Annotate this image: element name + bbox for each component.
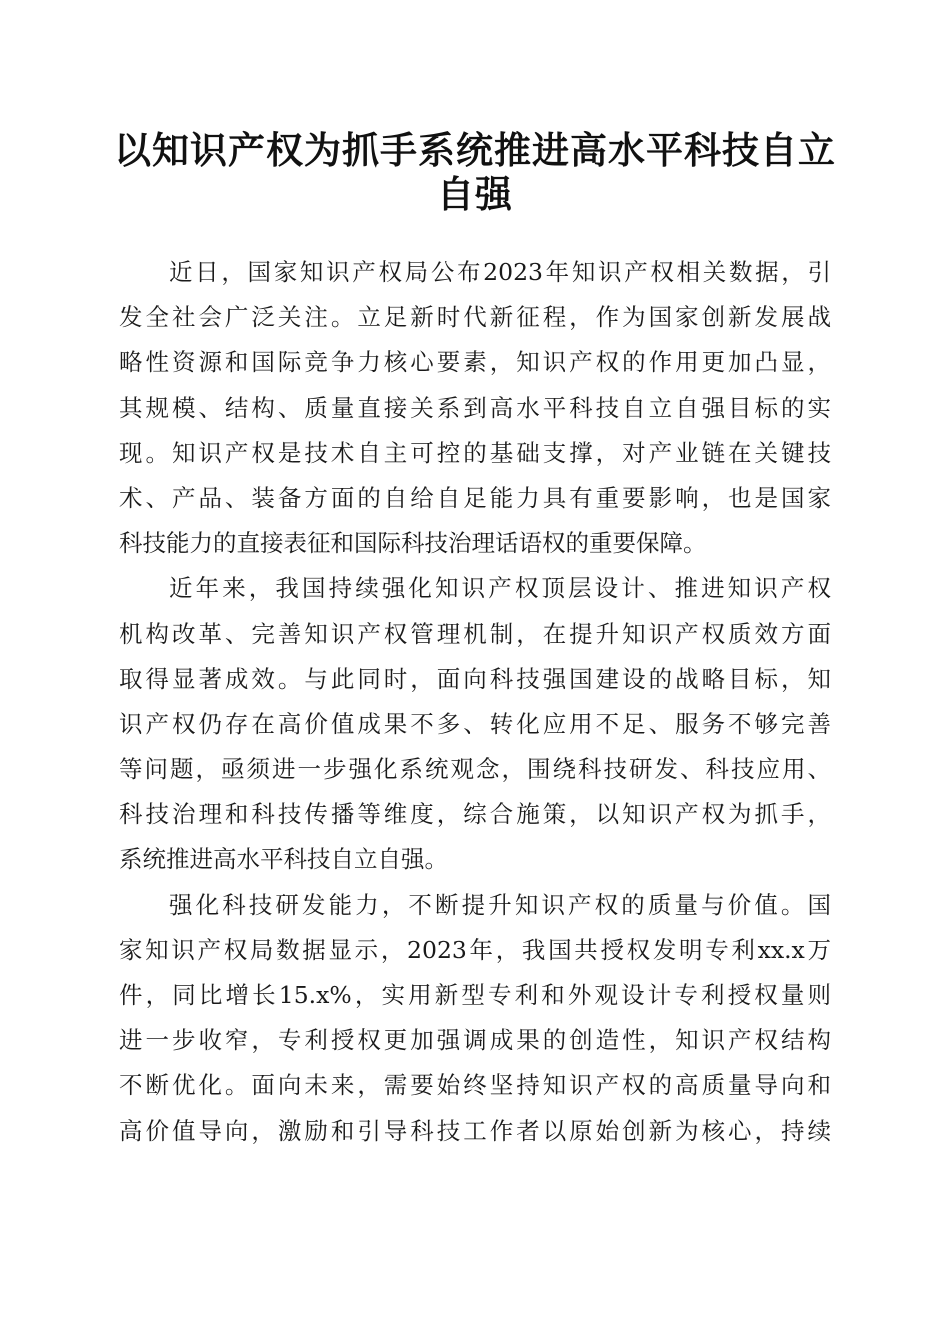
paragraph-line: 不断优化。面向未来，需要始终坚持知识产权的高质量导向和 xyxy=(119,1071,831,1100)
paragraph-line: 近日，国家知识产权局公布2023年知识产权相关数据，引 xyxy=(169,258,831,286)
paragraph-1 xyxy=(119,250,831,566)
paragraph-line: 机构改革、完善知识产权管理机制，在提升知识产权质效方面 xyxy=(119,619,831,648)
paragraph-line: 发全社会广泛关注。立足新时代新征程，作为国家创新发展战 xyxy=(119,303,831,332)
paragraph-line: 识产权仍存在高价值成果不多、转化应用不足、服务不够完善 xyxy=(119,709,831,738)
paragraph-line: 高价值导向，激励和引导科技工作者以原始创新为核心，持续 xyxy=(119,1116,831,1145)
paragraph-line: 家知识产权局数据显示，2023年，我国共授权发明专利xx.x万 xyxy=(119,935,831,964)
paragraph-line: 近年来，我国持续强化知识产权顶层设计、推进知识产权 xyxy=(169,574,831,603)
paragraph-line: 件，同比增长15.x%，实用新型专利和外观设计专利授权量则 xyxy=(119,981,831,1009)
paragraph-line: 科技能力的直接表征和国际科技治理话语权的重要保障。 xyxy=(119,529,707,558)
document-title: 以知识产权为抓手系统推进高水平科技自立自强 xyxy=(114,128,836,216)
paragraph-line: 进一步收窄，专利授权更加强调成果的创造性，知识产权结构 xyxy=(119,1026,831,1055)
paragraph-line: 略性资源和国际竞争力核心要素，知识产权的作用更加凸显， xyxy=(119,348,831,377)
paragraph-line: 术、产品、装备方面的自给自足能力具有重要影响，也是国家 xyxy=(119,483,831,512)
paragraph-2 xyxy=(119,566,831,882)
paragraph-line: 等问题，亟须进一步强化系统观念，围绕科技研发、科技应用、 xyxy=(119,755,831,784)
paragraph-line: 取得显著成效。与此同时，面向科技强国建设的战略目标，知 xyxy=(119,664,831,693)
paragraph-3 xyxy=(119,883,831,1154)
paragraph-line: 强化科技研发能力，不断提升知识产权的质量与价值。国 xyxy=(169,890,831,919)
paragraph-line: 其规模、结构、质量直接关系到高水平科技自立自强目标的实 xyxy=(119,393,831,422)
paragraph-line: 现。知识产权是技术自主可控的基础支撑，对产业链在关键技 xyxy=(119,438,831,467)
paragraph-line: 科技治理和科技传播等维度，综合施策，以知识产权为抓手， xyxy=(119,800,831,829)
paragraph-line: 系统推进高水平科技自立自强。 xyxy=(119,845,448,874)
document-body xyxy=(119,250,831,1154)
